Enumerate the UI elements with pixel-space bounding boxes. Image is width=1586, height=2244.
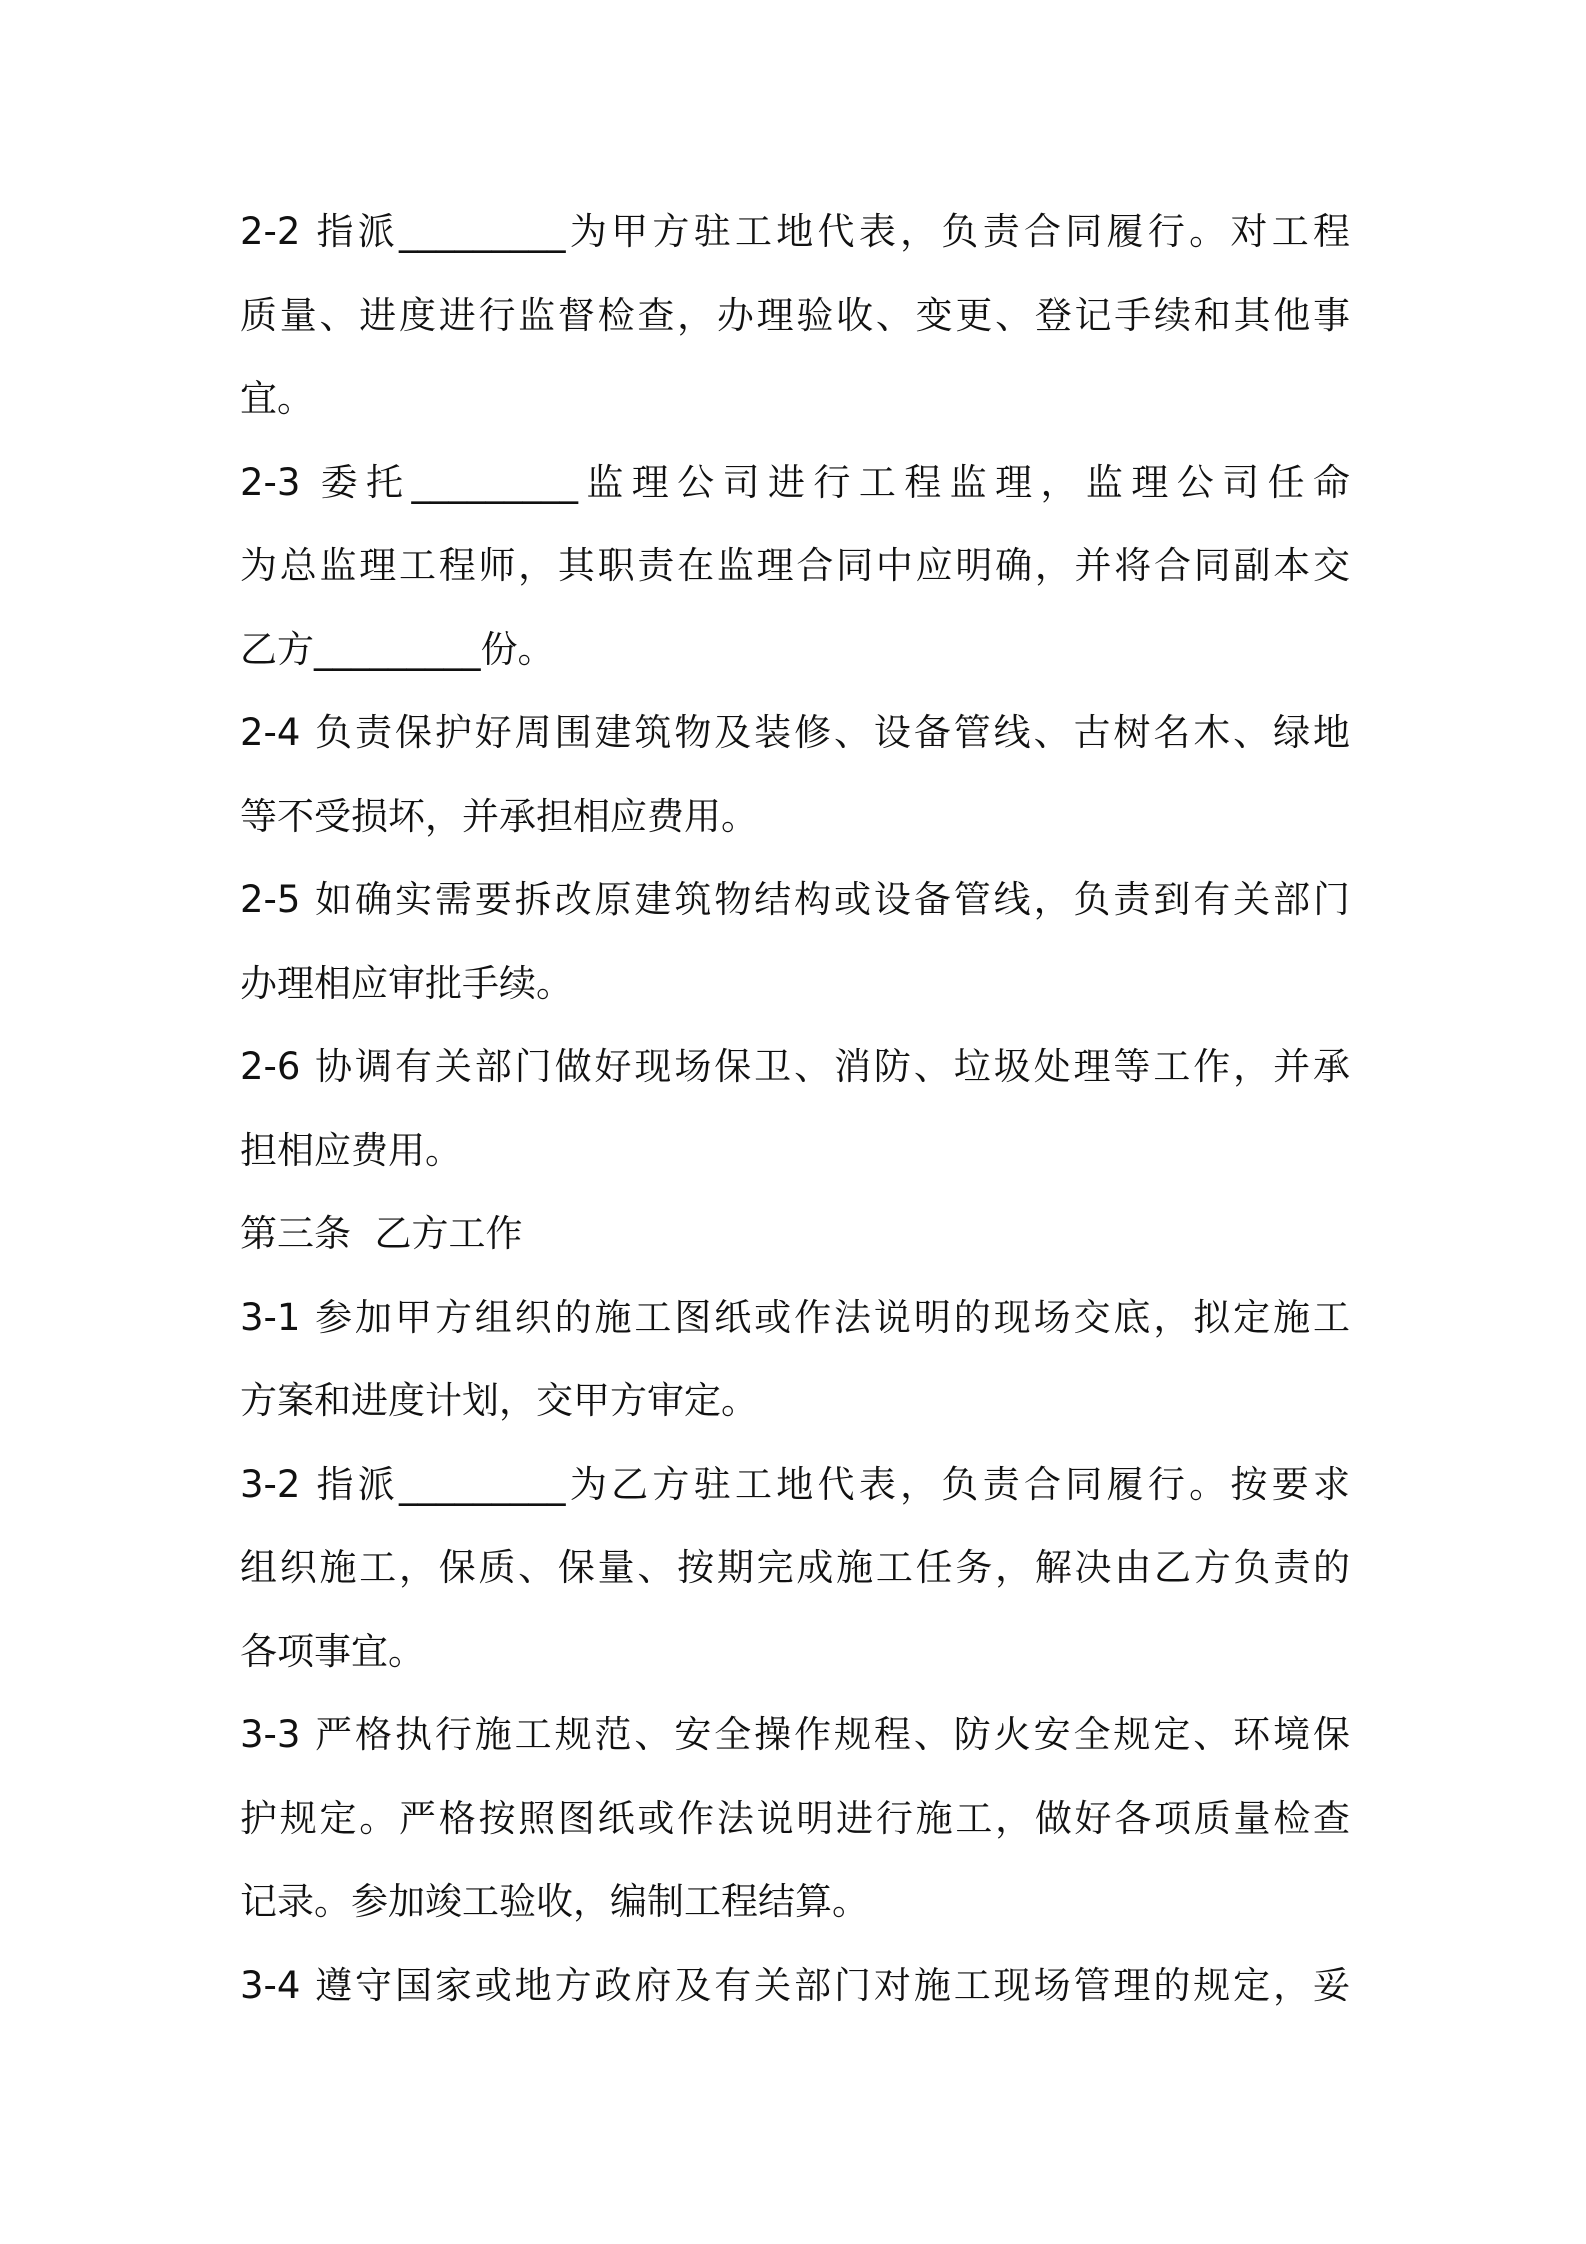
clause-3-3-line-2: 护规定。严格按照图纸或作法说明进行施工，做好各项质量检查 [240,1796,1350,1840]
clause-3-3-line-3: 记录。参加竣工验收，编制工程结算。 [240,1880,869,1923]
clause-3-2-line-2: 组织施工，保质、保量、按期完成施工任务，解决由乙方负责的 [240,1546,1350,1589]
clause-3-2-line-3: 各项事宜。 [240,1629,425,1673]
clause-2-5-line-1: 2-5 如确实需要拆改原建筑物结构或设备管线，负责到有关部门 [240,878,1350,921]
clause-2-5-line-2: 办理相应审批手续。 [240,961,573,1005]
article-3-heading: 第三条 乙方工作 [240,1212,523,1255]
clause-3-1-line-2: 方案和进度计划，交甲方审定。 [240,1379,758,1422]
clause-3-3-line-1: 3-3 严格执行施工规范、安全操作规程、防火安全规定、环境保 [240,1713,1350,1756]
clause-2-2-line-2: 质量、进度进行监督检查，办理验收、变更、登记手续和其他事 [240,293,1350,337]
document-page [240,190,1350,2027]
clause-2-6-line-2: 担相应费用。 [240,1128,462,1172]
clause-2-3-line-1: 2-3 委托_________监理公司进行工程监理，监理公司任命 [240,460,1350,504]
clause-3-1-line-1: 3-1 参加甲方组织的施工图纸或作法说明的现场交底，拟定施工 [240,1295,1350,1339]
clause-3-4-line-1: 3-4 遵守国家或地方政府及有关部门对施工现场管理的规定，妥 [240,1963,1350,2007]
clause-2-3-line-3: 乙方_________份。 [240,627,555,671]
clause-3-2-line-1: 3-2 指派_________为乙方驻工地代表，负责合同履行。按要求 [240,1462,1350,1506]
clause-2-4-line-2: 等不受损坏，并承担相应费用。 [240,794,758,838]
clause-2-4-line-1: 2-4 负责保护好周围建筑物及装修、设备管线、古树名木、绿地 [240,711,1350,754]
clause-2-2-line-3: 宜。 [240,377,314,420]
clause-2-3-line-2: 为总监理工程师，其职责在监理合同中应明确，并将合同副本交 [240,544,1350,587]
clause-2-6-line-1: 2-6 协调有关部门做好现场保卫、消防、垃圾处理等工作，并承 [240,1045,1350,1088]
clause-2-2-line-1: 2-2 指派_________为甲方驻工地代表，负责合同履行。对工程 [240,210,1350,253]
